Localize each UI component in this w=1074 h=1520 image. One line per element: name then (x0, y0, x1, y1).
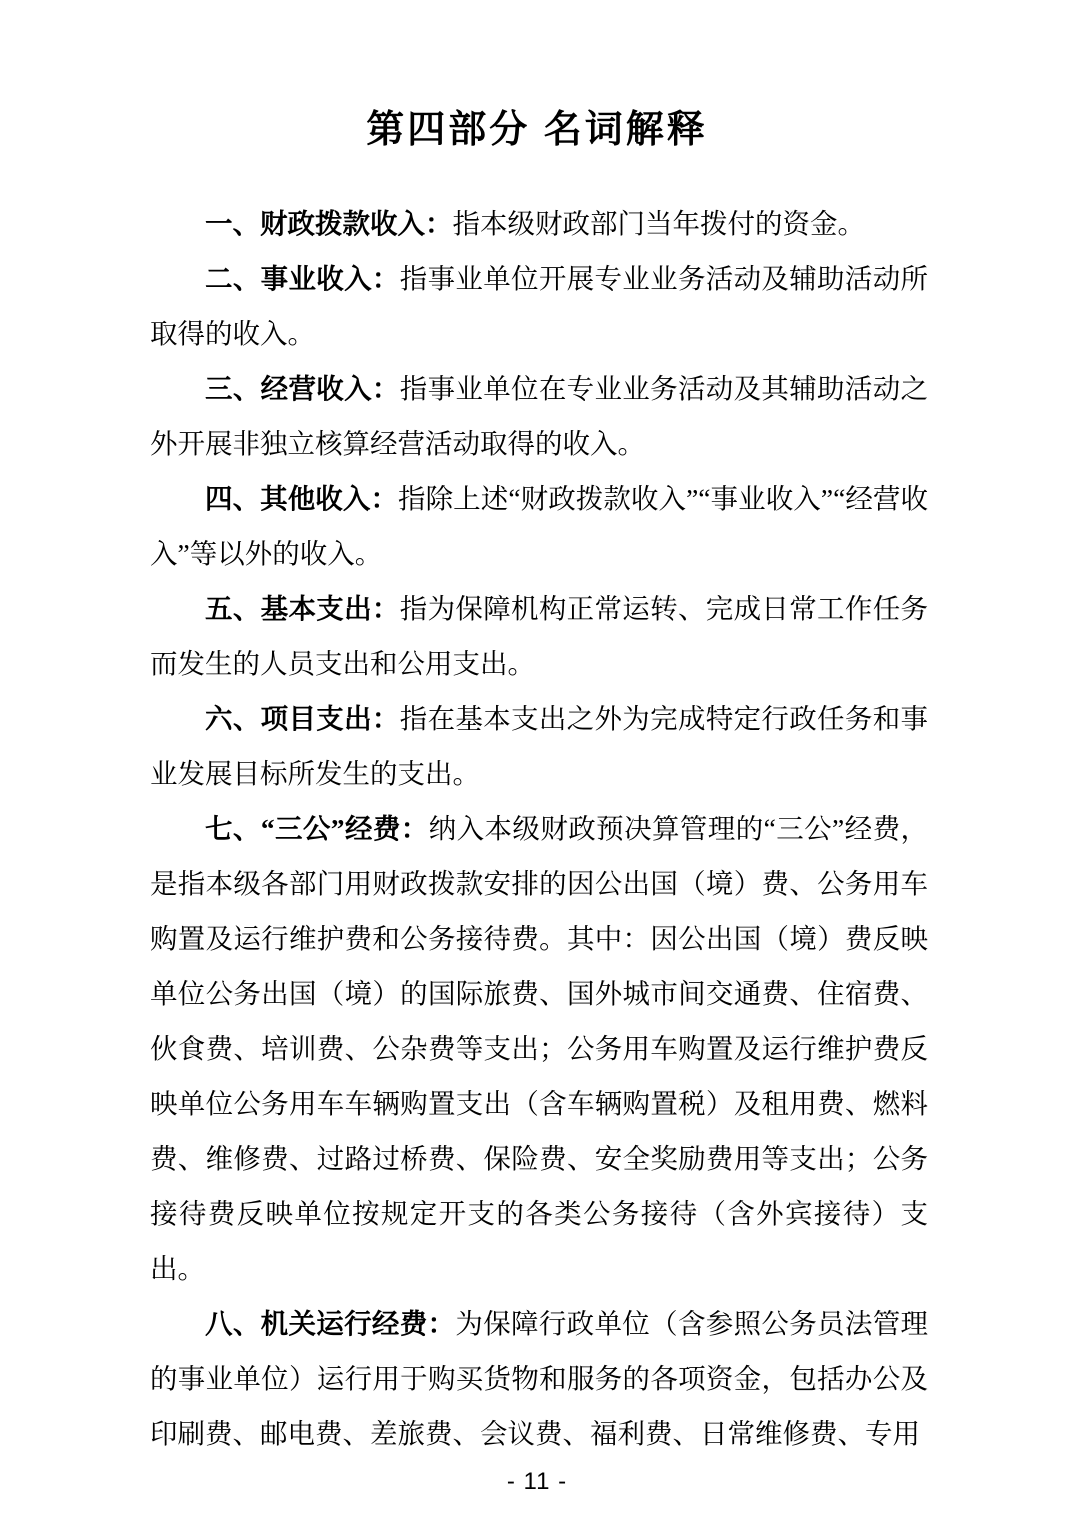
glossary-item (150, 691, 928, 801)
glossary-item (150, 581, 928, 691)
glossary-definition: 指事业单位开展专业业务活动及辅助活动所取得的收入。 (150, 263, 929, 349)
glossary-definition: 指为保障机构正常运转、完成日常工作任务而发生的人员支出和公用支出。 (150, 593, 929, 679)
glossary-term: 五、基本支出： (205, 593, 400, 624)
glossary-term: 三、经营收入： (205, 373, 400, 404)
glossary-term: 七、“三公”经费： (205, 813, 429, 844)
glossary-item (150, 361, 928, 471)
glossary-item (150, 1296, 928, 1461)
glossary-term: 八、机关运行经费： (205, 1308, 456, 1339)
glossary-term: 一、财政拨款收入： (205, 208, 453, 239)
page-title: 第四部分 名词解释 (366, 109, 708, 151)
glossary-term: 四、其他收入： (205, 483, 399, 514)
glossary-definition: 指在基本支出之外为完成特定行政任务和事业发展目标所发生的支出。 (150, 703, 929, 789)
glossary-definition: 指事业单位在专业业务活动及其辅助活动之外开展非独立核算经营活动取得的收入。 (150, 373, 929, 459)
glossary-definition: 指除上述“财政拨款收入”“事业收入”“经营收入”等以外的收入。 (150, 483, 928, 569)
glossary-definition: 指本级财政部门当年拨付的资金。 (452, 208, 865, 239)
glossary-item (150, 251, 928, 361)
glossary-definition: 为保障行政单位（含参照公务员法管理的事业单位）运行用于购买货物和服务的各项资金，包括办公及印刷费、邮电费、差旅费、会议费、福利费、日常维修费、专用 (150, 1308, 929, 1449)
glossary-definition: 纳入本级财政预决算管理的“三公”经费，是指本级各部门用财政拨款安排的因公出国（境）费、公务用车购置及运行维护费和公务接待费。其中：因公出国（境）费反映单位公务出国（境）的国际旅费、国外城市间交通费、住宿费、伙食费、培训费、公杂费等支出；公务用车购置及运行维护费反映单位公务用车车辆购置支出（含车辆购置税）及租用费、燃料费、维修费、过路过桥费、保险费、安全奖励费用等支出；公务接待费反映单位按规定开支的各类公务接待（含外宾接待）支出。 (150, 813, 928, 1284)
glossary-term: 二、事业收入： (205, 263, 400, 294)
glossary-item (150, 471, 928, 581)
glossary-item (150, 196, 928, 251)
glossary-item (150, 801, 928, 1296)
page-number: - 11 - (506, 1468, 568, 1495)
glossary-term: 六、项目支出： (205, 703, 400, 734)
glossary-content (150, 196, 928, 1461)
